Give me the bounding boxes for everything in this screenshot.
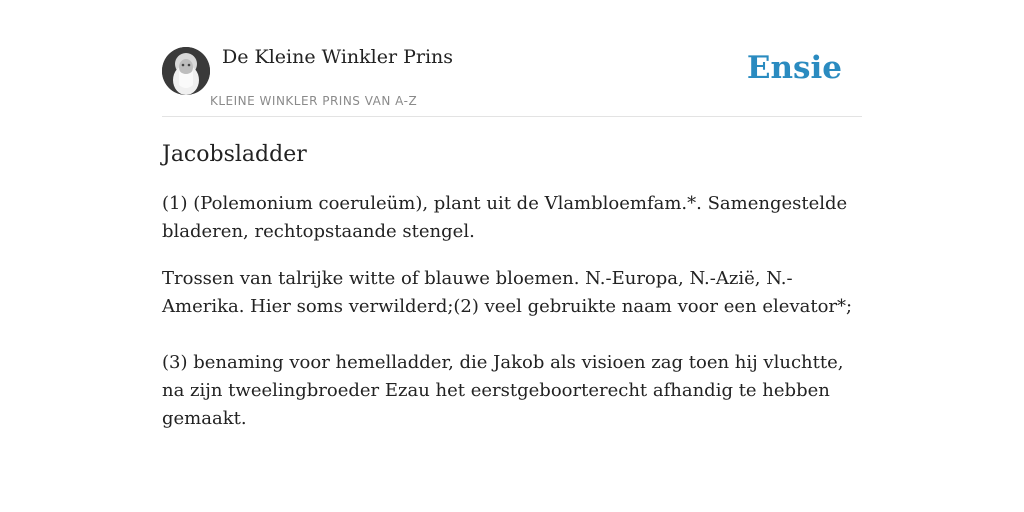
portrait-icon — [162, 47, 210, 95]
avatar[interactable] — [162, 47, 210, 95]
source-subtitle[interactable]: KLEINE WINKLER PRINS VAN A-Z — [210, 94, 418, 108]
article-title: Jacobsladder — [162, 142, 307, 167]
source-title[interactable]: De Kleine Winkler Prins — [222, 46, 454, 68]
article — [162, 140, 862, 452]
ensie-logo-link[interactable]: Ensie — [746, 50, 842, 86]
article-paragraph-3: (3) benaming voor hemelladder, die Jakob als visioen zag toen hij vluchtte, na zijn tweelingbroeder Ezau het eerstgeboorterecht afhandig te hebben gemaakt. — [162, 352, 844, 429]
article-paragraph-1: (1) (Polemonium coeruleüm), plant uit de Vlambloemfam.*. Samengestelde bladeren, rechtopstaande stengel. — [162, 193, 848, 242]
source-header — [162, 40, 862, 117]
article-paragraph-2: Trossen van talrijke witte of blauwe bloemen. N.-Europa, N.-Azië, N.-Amerika. Hier soms verwilderd;(2) veel gebruikte naam voor een elevator*; — [162, 268, 853, 317]
